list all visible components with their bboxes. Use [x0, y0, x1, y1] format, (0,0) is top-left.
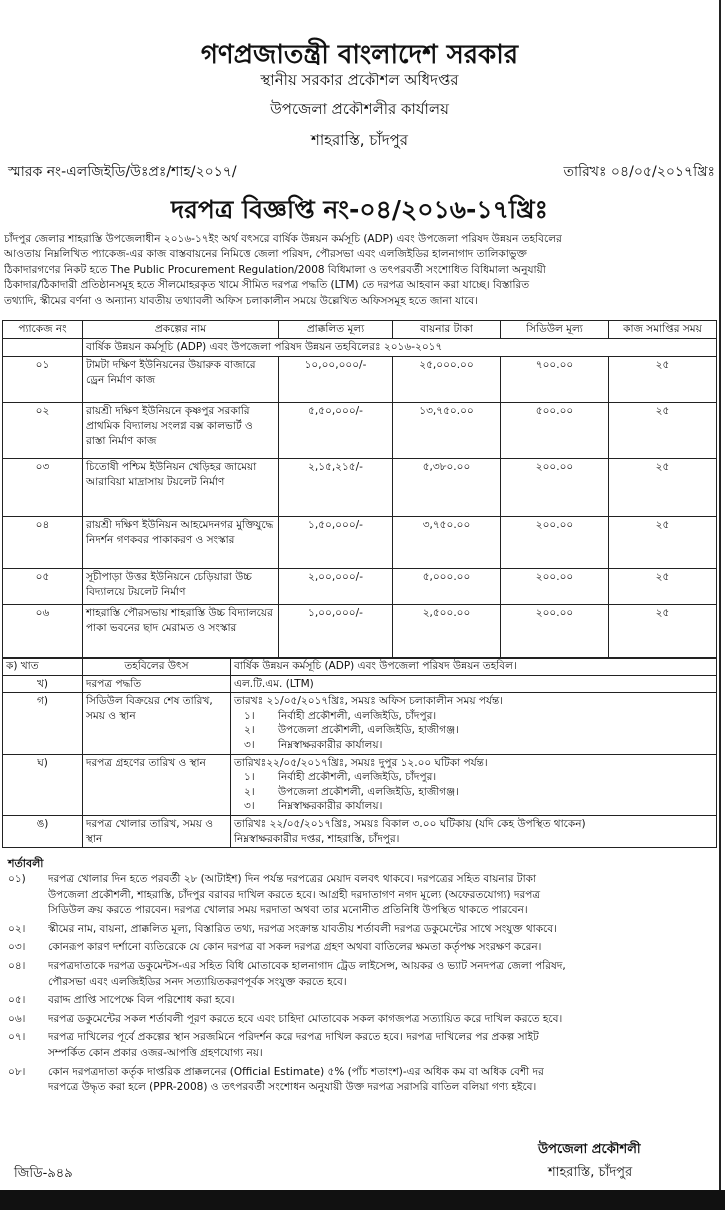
earnest-value: ৫,০০০.০০: [393, 569, 501, 605]
package-no: ০৪: [3, 517, 83, 569]
office-title: উপজেলা প্রকৌশলীর কার্যালয়: [270, 100, 449, 118]
condition-item: [8, 872, 714, 919]
condition-line: দরপত্রে উদ্ধৃত করা হলে (PPR-2008) ও তৎপরবর্তী সংশোধন অনুযায়ী উক্ত দরপত্র সরাসরি বাতিল বলিয়া গণ্য হইবে।: [48, 1081, 537, 1094]
office-location: শাহরাস্তি, চাঁদপুর: [310, 131, 409, 149]
info-value: বার্ষিক উন্নয়ন কর্মসূচি (ADP) এবং উপজেলা পরিষদ উন্নয়ন তহবিল।: [231, 658, 717, 676]
sub-number: ১।: [244, 709, 255, 722]
condition-line: পৌরসভা এবং এলজিইডির সনদ সত্যায়িতকরণপূর্বক সংযুক্ত করতে হবে।: [48, 975, 347, 988]
department-title: স্থানীয় সরকার প্রকৌশল অধিদপ্তর: [260, 71, 459, 89]
intro-line: ঠিকাদারগণের নিকট হতে The Public Procurement Regulation/2008 বিধিমালা ও তৎপরবর্তী সংশোধিত বিধিমালা অনুযায়ী: [4, 263, 546, 276]
condition-number: ০১): [8, 873, 26, 885]
condition-number: ০৮।: [8, 1065, 26, 1078]
condition-number: ০২।: [8, 922, 26, 935]
info-key: ঘ): [3, 754, 83, 815]
condition-line: সম্পর্কিত কোন প্রকার ওজর-আপত্তি গ্রহণযোগ্য নয়।: [48, 1046, 263, 1059]
table-header-row: [3, 321, 717, 339]
info-sub-item: [234, 770, 713, 785]
condition-line: কোন দরপত্রদাতা কর্তৃক দাপ্তরিক প্রাক্কলনের (Official Estimate) ৫% (পাঁচ শতাংশ)-এর অধিক কম বা অধিক বেশী দর: [48, 1065, 544, 1078]
condition-line: দরপত্র খোলার দিন হতে পরবর্তী ২৮ (আটাইশ) দিন পর্যন্ত দরপত্রের মেয়াদ বলবৎ থাকবে। দরপত্রের সহিত বায়নার টাকা: [48, 873, 537, 885]
col-header-project: প্রকল্পের নাম: [83, 321, 279, 339]
package-no: ০২: [3, 403, 83, 459]
sub-text: নিম্নস্বাক্ষরকারীর কার্যালয়।: [278, 738, 383, 751]
info-value-block: [231, 815, 717, 847]
signature-place: শাহরাস্তি, চাঁদপুর: [548, 1165, 633, 1180]
info-value: তারখঃ ২১/০৫/২০১৭খ্রিঃ, সময়ঃ অফিস চলাকালীন সময় পর্যন্ত।: [234, 695, 504, 708]
condition-number: ০৩।: [8, 941, 26, 954]
memo-date: তারিখঃ ০৪/০৫/২০১৭খ্রিঃ: [563, 164, 715, 180]
condition-number: ০৭।: [8, 1031, 26, 1044]
col-header-earnest: বায়নার টাকা: [393, 321, 501, 339]
condition-line: দরপত্রদাতাকে দরপত্র ডকুমেন্টস-এর সহিত বিধি মোতাবেক হালনাগাদ ট্রেড লাইসেন্স, আয়কর ও ভ্যাট সনদপত্র জেলা পরিষদ,: [48, 959, 566, 972]
info-row: [3, 658, 717, 676]
earnest-value: ৫,৩৮০.০০: [393, 459, 501, 517]
info-value: তারিখঃ২২/০৫/২০১৭খ্রিঃ, সময়ঃ দুপুর ১২.০০ ঘটিকা পর্যন্ত।: [234, 756, 488, 769]
col-header-package: প্যাকেজ নং: [3, 321, 83, 339]
info-sub-item: [234, 709, 713, 724]
schedule-value: ৫০০.০০: [501, 403, 609, 459]
project-name: সূচীপাড়া উত্তর ইউনিয়নে চেড়িয়ারা উচ্চ বিদ্যালয়ে টয়লেট নির্মাণ: [83, 569, 279, 605]
condition-line: বরাদ্দ প্রাপ্তি সাপেক্ষে বিল পরিশোধ করা হবে।: [48, 994, 235, 1007]
completion-time: ২৫: [609, 569, 717, 605]
condition-number: ০৬।: [8, 1012, 26, 1025]
sub-text: উপজেলা প্রকৌশলী, এলজিইডি, হাজীগঞ্জ।: [278, 724, 459, 737]
table-row: [3, 357, 717, 403]
condition-item: [8, 922, 714, 938]
sub-number: ৩।: [244, 738, 255, 751]
table-row: [3, 403, 717, 459]
col-header-schedule: সিডিউল মূল্য: [501, 321, 609, 339]
right-border: [719, 0, 721, 1190]
condition-line: দরপত্র দাখিলের পূর্বে প্রকল্পের স্থান সরজমিনে পরিদর্শন করে দরপত্র দাখিল করতে হবে। দরপত্র দাখিলের পর প্রকল্প সাইট: [48, 1031, 539, 1044]
info-row: [3, 815, 717, 847]
sub-text: নিম্নস্বাক্ষরকারীর কার্যালয়।: [278, 800, 383, 813]
col-header-estimate: প্রাক্কলিত মূল্য: [279, 321, 393, 339]
info-key: গ): [3, 693, 83, 754]
info-row: [3, 754, 717, 815]
info-value-block: [231, 754, 717, 815]
estimate-value: ২,০০,০০০/-: [279, 569, 393, 605]
info-label: তহবিলের উৎস: [83, 658, 231, 676]
table-row: [3, 459, 717, 517]
estimate-value: ১০,০০,০০০/-: [279, 357, 393, 403]
intro-line: ঠিকাদার/ঠিকাদারী প্রতিষ্ঠানসমূহ হতে সীলমোহরকৃত খামে সীমিত দরপত্র পদ্ধতি (LTM) তে দরপত্র আহবান করা যাচ্ছে। বিস্তারিত: [4, 279, 530, 292]
completion-time: ২৫: [609, 357, 717, 403]
estimate-value: ৫,৫০,০০০/-: [279, 403, 393, 459]
sub-text: নির্বাহী প্রকৌশলী, এলজিইডি, চাঁদপুর।: [278, 709, 437, 722]
condition-number: ০৪।: [8, 959, 26, 972]
info-value: এল.টি.এম. (LTM): [231, 675, 717, 693]
intro-paragraph: [4, 232, 714, 309]
condition-line: উপজেলা প্রকৌশলী, শাহরাস্তি, চাঁদপুর বরাবর দাখিল করতে হবে। আগ্রহী দরদাতাগণ নগদ মূল্যে (অফেরতযোগ্য) দরপত্র: [48, 888, 541, 901]
government-title: গণপ্রজাতন্ত্রী বাংলাদেশ সরকার: [200, 40, 519, 70]
info-sub-item: [234, 799, 713, 814]
info-key: ক) খাত: [3, 658, 83, 676]
package-table: [2, 320, 717, 659]
intro-line: তথ্যাদি, স্কীমের বর্ণনা ও অন্যান্য যাবতীয় তথ্যাবলী অফিস চলাকালীন সময়ে উল্লেখিত অফিসসমূহ হতে জানা যাবে।: [4, 294, 478, 307]
condition-item: [8, 1065, 714, 1096]
gd-number: জিডি-৯৪৯: [14, 1166, 73, 1181]
sub-text: উপজেলা প্রকৌশলী, এলজিইডি, হাজীগঞ্জ।: [278, 785, 459, 798]
package-no: ০৬: [3, 605, 83, 659]
conditions-list: [8, 872, 714, 1099]
info-key: খ): [3, 675, 83, 693]
project-name: রায়শ্রী দক্ষিণ ইউনিয়ন আহমেদনগর মুক্তিযুদ্ধে নিদর্শন গণকবর পাকাকরণ ও সংস্কার: [83, 517, 279, 569]
sub-number: ২।: [244, 785, 255, 798]
completion-time: ২৫: [609, 605, 717, 659]
package-no: ০৩: [3, 459, 83, 517]
earnest-value: ২,৫০০.০০: [393, 605, 501, 659]
schedule-value: ২০০.০০: [501, 517, 609, 569]
sub-number: ১।: [244, 771, 255, 784]
condition-item: [8, 993, 714, 1009]
estimate-value: ১,৫০,০০০/-: [279, 517, 393, 569]
memo-number: স্মারক নং-এলজিইডি/উঃপ্রঃ/শাহ/২০১৭/: [8, 164, 237, 180]
condition-line: দরপত্র ডকুমেন্টের সকল শর্তাবলী পূরণ করতে হবে এবং চাহিদা মোতাবেক সকল কাগজপত্র সত্যায়িত করে দাখিল করতে হবে।: [48, 1012, 563, 1025]
col-header-time: কাজ সমাপ্তির সময়: [609, 321, 717, 339]
info-row: [3, 693, 717, 754]
condition-line: কোনরূপ কারণ দর্শানো ব্যতিরেকে যে কোন দরপত্র বা সকল দরপত্র গ্রহণ অথবা বাতিলের ক্ষমতা কর্তৃপক্ষ সংরক্ষণ করেন।: [48, 941, 542, 954]
condition-item: [8, 940, 714, 956]
completion-time: ২৫: [609, 459, 717, 517]
sub-text: নির্বাহী প্রকৌশলী, এলজিইডি, চাঁদপুর।: [278, 771, 437, 784]
info-sub-item: [234, 832, 713, 847]
earnest-value: ৩,৭৫০.০০: [393, 517, 501, 569]
project-name: চিতোষী পশ্চিম ইউনিয়ন খেড়িহর জামেয়া আরাবিয়া মাদ্রাসায় টয়লেট নির্মাণ: [83, 459, 279, 517]
info-label: দরপত্র গ্রহণের তারিখ ও স্থান: [83, 754, 231, 815]
conditions-heading: শর্তাবলী: [8, 857, 44, 870]
info-value-block: [231, 693, 717, 754]
earnest-value: ১৩,৭৫০.০০: [393, 403, 501, 459]
condition-item: [8, 959, 714, 990]
info-value: তারিখঃ ২২/০৫/২০১৭খ্রিঃ, সময়ঃ বিকাল ৩.০০ ঘটিকায় (যদি কেহ উপস্থিত থাকেন): [234, 817, 586, 830]
condition-item: [8, 1030, 714, 1061]
completion-time: ২৫: [609, 517, 717, 569]
intro-line: আওতায় নিম্নলিখিত প্যাকেজ-এর কাজ বাস্তবায়নের নিমিত্তে জেলা পরিষদ, পৌরসভা এবং এলজিইডির হালনাগাদ তালিকাভুক্ত: [4, 248, 527, 261]
estimate-value: ২,১৫,২১৫/-: [279, 459, 393, 517]
info-label: দরপত্র খোলার তারিখ, সময় ও স্থান: [83, 815, 231, 847]
schedule-value: ২০০.০০: [501, 605, 609, 659]
sub-text: নিম্নস্বাক্ষরকারীর দপ্তর, শাহরাস্তি, চাঁদপুর।: [234, 832, 400, 845]
fund-row-text: বার্ষিক উন্নয়ন কর্মসূচি (ADP) এবং উপজেলা পরিষদ উন্নয়ন তহবিলেরঃ ২০১৬-২০১৭: [83, 339, 717, 357]
estimate-value: ১,০০,০০০/-: [279, 605, 393, 659]
info-sub-item: [234, 785, 713, 800]
schedule-value: ২০০.০০: [501, 459, 609, 517]
sub-number: ২।: [244, 724, 255, 737]
notice-title: দরপত্র বিজ্ঞপ্তি নং-০৪/২০১৬-১৭খ্রিঃ: [171, 195, 548, 224]
fund-row: [3, 339, 717, 357]
info-row: [3, 675, 717, 693]
earnest-value: ২৫,০০০.০০: [393, 357, 501, 403]
package-no: ০৫: [3, 569, 83, 605]
condition-item: [8, 1012, 714, 1028]
sub-number: ৩।: [244, 800, 255, 813]
table-row: [3, 517, 717, 569]
signature-title: উপজেলা প্রকৌশলী: [538, 1142, 641, 1157]
condition-line: সিডিউল ক্রয় করতে পারবেন। দরপত্র খোলার সময় দরদাতা অথবা তার মনোনীত প্রতিনিধি উপস্থিত থাকতে পারবেন।: [48, 904, 528, 917]
package-no: ০১: [3, 357, 83, 403]
info-sub-item: [234, 723, 713, 738]
condition-line: স্কীমের নাম, বায়না, প্রাক্কলিত মূল্য, বিস্তারিত তথ্য, দরপত্র সংক্রান্ত যাবতীয় শর্তাবলী দরপত্র ডকুমেন্টের সাথে সংযুক্ত থাকবে।: [48, 922, 557, 935]
table-row: [3, 569, 717, 605]
info-sub-item: [234, 738, 713, 753]
info-label: দরপত্র পদ্ধতি: [83, 675, 231, 693]
info-key: ঙ): [3, 815, 83, 847]
intro-line: চাঁদপুর জেলার শাহরাস্তি উপজেলাধীন ২০১৬-১৭ইং অর্থ বৎসরে বার্ষিক উন্নয়ন কর্মসূচি (ADP) এবং উপজেলা পরিষদ উন্নয়ন তহবিলের: [4, 233, 562, 245]
table-row: [3, 605, 717, 659]
schedule-value: ৭০০.০০: [501, 357, 609, 403]
project-name: রায়শ্রী দক্ষিণ ইউনিয়নে কৃষ্ণপুর সরকারি প্রাথমিক বিদ্যালয় সংলগ্ন বক্স কালভার্ট ও রাস্তা নির্মাণ কাজ: [83, 403, 279, 459]
info-label: সিডিউল বিক্রয়ের শেষ তারিখ, সময় ও স্থান: [83, 693, 231, 754]
tender-info-table: [2, 657, 717, 848]
project-name: টামটা দক্ষিণ ইউনিয়নের উয়ারুক বাজারে ড্রেন নির্মাণ কাজ: [83, 357, 279, 403]
condition-number: ০৫।: [8, 994, 26, 1007]
project-name: শাহরাস্তি পৌরসভায় শাহরাস্তি উচ্চ বিদ্যালয়ের পাকা ভবনের ছাদ মেরামত ও সংস্কার: [83, 605, 279, 659]
schedule-value: ২০০.০০: [501, 569, 609, 605]
bottom-bar: [0, 1190, 725, 1210]
completion-time: ২৫: [609, 403, 717, 459]
